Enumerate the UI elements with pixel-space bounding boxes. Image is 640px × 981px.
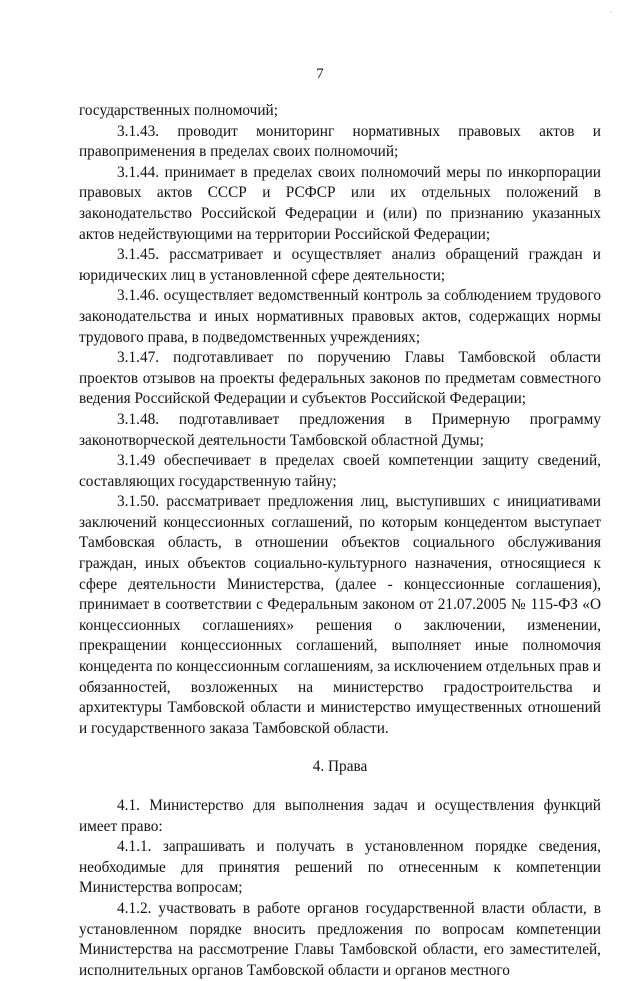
paragraph-4-1-2: 4.1.2. участвовать в работе органов государственной власти области, в установленном порядке вносить предложения по вопросам компетенции Министерства на рассмотрение Главы Тамбовской области, его заместителей, исполнительных органов Тамбовской области и органов местного — [79, 899, 601, 979]
paragraph-3-1-48: 3.1.48. подготавливает предложения в Примерную программу законотворческой деятельности Тамбовской областной Думы; — [79, 410, 601, 449]
paragraph-4-1-1: 4.1.1. запрашивать и получать в установленном порядке сведения, необходимые для принятия решений по отнесенным к компетенции Министерства вопросам; — [79, 838, 601, 897]
paragraph-3-1-49: 3.1.49 обеспечивает в пределах своей компетенции защиту сведений, составляющих государственную тайну; — [79, 452, 601, 490]
paragraph-3-1-50: 3.1.50. рассматривает предложения лиц, выступивших с инициативами заключений концессионных соглашений, по которым концедентом выступает Тамбовская область, в отношении объектов социального обслуживания граждан, иных объектов социально-культурного назначения, относящиеся к сфере деятельности Министерства, (далее - концессионные соглашения), принимает в соответствии с Федеральным законом от 21.07.2005 № 115-ФЗ «О концессионных соглашениях» решения о заключении, изменении, прекращении концессионных соглашений, выполняет иные полномочия концедента по концессионным соглашениям, за исключением отдельных прав и обязанностей, возложенных на министерство градостроительства и архитектуры Тамбовской области и министерство имущественных отношений и государственного заказа Тамбовской области. — [79, 493, 601, 737]
paragraph-3-1-43: 3.1.43. проводит мониторинг нормативных правовых актов и правоприменения в пределах своих полномочий; — [79, 122, 601, 161]
paragraph-continuation: государственных полномочий; — [79, 102, 278, 119]
section-title: 4. Права — [312, 758, 368, 776]
paragraph-4-1: 4.1. Министерство для выполнения задач и осуществления функций имеет право: — [79, 797, 601, 835]
paragraph-3-1-44: 3.1.44. принимает в пределах своих полномочий меры по инкорпорации правовых актов СССР и РСФСР или их отдельных положений в законодательство Российской Федерации и (или) по признанию указанных актов недействующими на территории Российской Федерации; — [79, 163, 601, 243]
paragraph-3-1-47: 3.1.47. подготавливает по поручению Главы Тамбовской области проектов отзывов на проекты федеральных законов по предметам совместного ведения Российской Федерации и субъектов Российской Федерации; — [79, 349, 601, 408]
page-number: 7 — [316, 66, 324, 82]
corner-mark: · — [609, 8, 612, 17]
paragraph-3-1-46: 3.1.46. осуществляет ведомственный контроль за соблюдением трудового законодательства и иных нормативных правовых актов, содержащих нормы трудового права, в подведомственных учреждениях; — [79, 287, 601, 346]
paragraph-3-1-45: 3.1.45. рассматривает и осуществляет анализ обращений граждан и юридических лиц в установленной сфере деятельности; — [79, 246, 601, 284]
document-body — [79, 101, 601, 981]
